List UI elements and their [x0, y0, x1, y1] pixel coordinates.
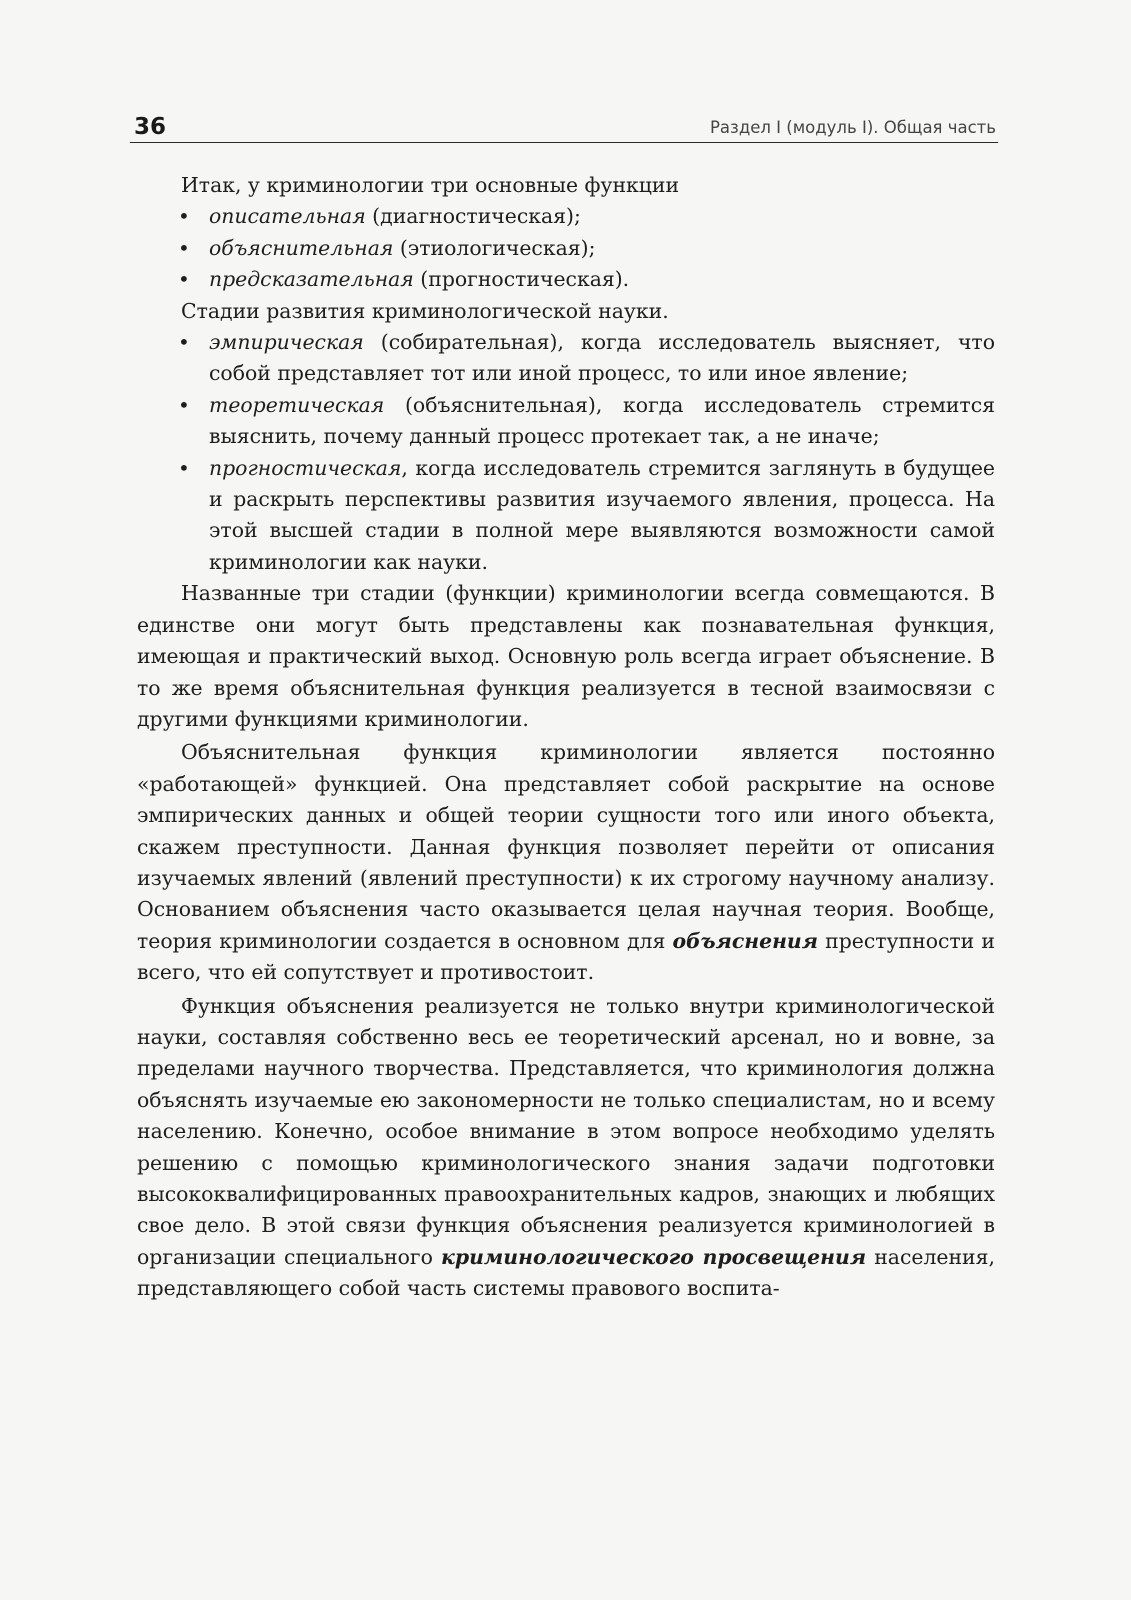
page-header	[130, 112, 998, 143]
paragraph	[137, 991, 995, 1305]
list-item	[209, 390, 995, 453]
paragraph-text: населения, представляющего собой часть системы правового воспита-	[137, 1244, 995, 1301]
paragraph-text: Функция объяснения реализуется не только внутри криминологической науки, составляя собственно весь ее теоретический арсенал, но и вовне, за пределами научного творчества. Представляется, что криминология должна объяснять изучаемые ею закономерности не только специалистам, но и всему населению. Конечно, особое внимание в этом вопросе необходимо уделять решению с помощью криминологического знания задачи подготовки высококвалифицированных правоохранительных кадров, знающих и любящих свое дело. В этой связи функция объяснения реализуется криминологией в организации специального	[137, 993, 995, 1269]
paragraph-text: Объяснительная функция криминологии является постоянно «работающей» функцией. Она представляет собой раскрытие на основе эмпирических данных и общей теории сущности того или иного объекта, скажем преступности. Данная функция позволяет перейти от описания изучаемых явлений (явлений преступности) к их строгому научному анализу. Основанием объяснения часто оказывается целая научная теория. Вообще, теория криминологии создается в основном для	[137, 740, 995, 953]
list-item-text: (прогностическая).	[413, 267, 630, 292]
stages-list	[137, 327, 995, 578]
page-number: 36	[134, 114, 167, 140]
list-item	[209, 201, 995, 232]
running-title: Раздел I (модуль I). Общая часть	[709, 118, 996, 137]
list-item	[209, 264, 995, 295]
list-item-text: (собирательная), когда исследователь выясняет, что собой представляет тот или иной процесс, то или иное явление;	[209, 330, 995, 386]
paragraph-text: преступности и всего, что ей сопутствует и противостоит.	[137, 928, 995, 985]
page-body	[137, 170, 995, 1305]
list-item	[209, 453, 995, 579]
list-item-text: , когда исследователь стремится заглянуть в будущее и раскрыть перспективы развития изучаемого явления, процесса. На этой высшей стадии в полной мере выявляются возможности самой криминологии как науки.	[209, 455, 995, 574]
list-item-text: (диагностическая);	[365, 204, 581, 229]
functions-intro: Итак, у криминологии три основные функции	[181, 173, 680, 197]
list-item-term: предсказательная	[209, 267, 414, 292]
paragraph: Названные три стадии (функции) криминологии всегда совмещаются. В единстве они могут быть представлены как познавательная функция, имеющая и практический выход. Основную роль всегда играет объяснение. В то же время объяснительная функция реализуется в тесной взаимосвязи с другими функциями криминологии.	[137, 581, 995, 731]
list-item	[209, 327, 995, 390]
list-item-term: объяснительная	[209, 235, 394, 260]
list-item-text: (объяснительная), когда исследователь стремится выяснить, почему данный процесс протекает так, а не иначе;	[209, 392, 995, 449]
emphasis-term: криминологического просвещения	[441, 1244, 867, 1269]
list-item-term: теоретическая	[209, 392, 385, 417]
list-item	[209, 233, 995, 264]
list-item-term: прогностическая	[209, 455, 402, 480]
stages-intro: Стадии развития криминологической науки.	[181, 298, 669, 323]
list-item-term: описательная	[209, 204, 366, 229]
list-item-text: (этиологическая);	[393, 235, 596, 260]
emphasis-term: объяснения	[672, 928, 818, 953]
functions-list	[137, 201, 995, 295]
paragraph	[137, 737, 995, 988]
list-item-term: эмпирическая	[209, 330, 364, 355]
